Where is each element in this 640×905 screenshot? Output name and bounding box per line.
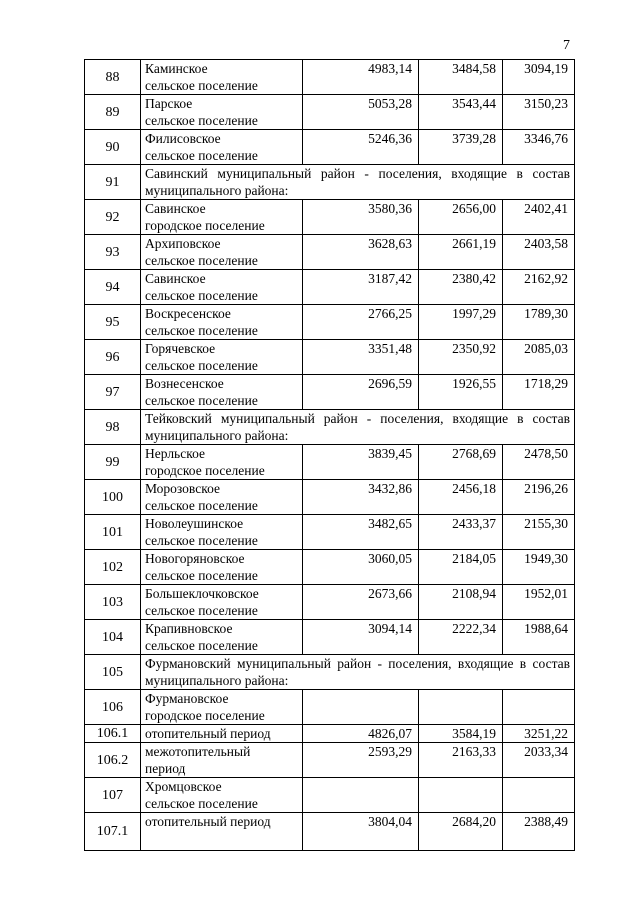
row-number: 89 (85, 95, 141, 130)
settlement-name: Савинское городское поселение (141, 200, 303, 235)
settlement-name: Савинское сельское поселение (141, 270, 303, 305)
settlement-name: Парское сельское поселение (141, 95, 303, 130)
row-number: 92 (85, 200, 141, 235)
table-row (85, 305, 575, 340)
tariff-value-1: 2593,29 (303, 743, 419, 778)
tariff-value-2: 1926,55 (419, 375, 503, 410)
tariff-value-3: 3094,19 (503, 60, 575, 95)
row-number: 104 (85, 620, 141, 655)
tariff-value-1: 3060,05 (303, 550, 419, 585)
tariff-value-1: 3628,63 (303, 235, 419, 270)
row-number: 97 (85, 375, 141, 410)
tariff-value-1: 3804,04 (303, 813, 419, 851)
table-row (85, 270, 575, 305)
tariff-value-3: 2388,49 (503, 813, 575, 851)
tariff-value-2: 3484,58 (419, 60, 503, 95)
tariff-value-2: 2380,42 (419, 270, 503, 305)
row-number: 103 (85, 585, 141, 620)
tariff-value-2 (419, 690, 503, 725)
row-number: 98 (85, 410, 141, 445)
table-row (85, 445, 575, 480)
tariff-value-2: 2184,05 (419, 550, 503, 585)
tariff-value-2: 1997,29 (419, 305, 503, 340)
row-number: 100 (85, 480, 141, 515)
table-row (85, 725, 575, 743)
tariff-value-3: 2403,58 (503, 235, 575, 270)
tariff-value-2 (419, 778, 503, 813)
table-row (85, 813, 575, 851)
tariff-value-2: 2656,00 (419, 200, 503, 235)
table-row (85, 410, 575, 445)
row-number: 107 (85, 778, 141, 813)
row-number: 106.1 (85, 725, 141, 743)
tariff-value-2: 2350,92 (419, 340, 503, 375)
settlement-name: Нерльское городское поселение (141, 445, 303, 480)
table-row (85, 690, 575, 725)
row-number: 93 (85, 235, 141, 270)
district-heading: Тейковский муниципальный район - поселения, входящие в состав муниципального района: (141, 410, 575, 445)
table-row (85, 130, 575, 165)
tariff-value-3: 3251,22 (503, 725, 575, 743)
table-row (85, 655, 575, 690)
page-number: 7 (563, 38, 570, 53)
tariff-value-1: 4826,07 (303, 725, 419, 743)
table-row (85, 515, 575, 550)
settlement-name: Вознесенское сельское поселение (141, 375, 303, 410)
tariff-value-1 (303, 778, 419, 813)
tariff-value-3: 2196,26 (503, 480, 575, 515)
row-number: 106 (85, 690, 141, 725)
tariff-value-3: 3150,23 (503, 95, 575, 130)
settlement-name: Воскресенское сельское поселение (141, 305, 303, 340)
tariff-value-3: 2085,03 (503, 340, 575, 375)
settlement-name: Хромцовское сельское поселение (141, 778, 303, 813)
tariff-value-2: 2433,37 (419, 515, 503, 550)
tariff-value-1: 3187,42 (303, 270, 419, 305)
tariff-value-2: 2163,33 (419, 743, 503, 778)
table-row (85, 480, 575, 515)
table-row (85, 200, 575, 235)
tariff-value-3: 1949,30 (503, 550, 575, 585)
tariff-value-2: 2456,18 (419, 480, 503, 515)
tariff-value-3: 2033,34 (503, 743, 575, 778)
tariff-table (84, 59, 575, 851)
settlement-name: Крапивновское сельское поселение (141, 620, 303, 655)
settlement-name: отопительный период (141, 813, 303, 851)
row-number: 107.1 (85, 813, 141, 851)
settlement-name: Новолеушинское сельское поселение (141, 515, 303, 550)
tariff-value-1: 3094,14 (303, 620, 419, 655)
row-number: 94 (85, 270, 141, 305)
settlement-name: межотопительный период (141, 743, 303, 778)
tariff-value-3: 2162,92 (503, 270, 575, 305)
settlement-name: Архиповское сельское поселение (141, 235, 303, 270)
table-row (85, 778, 575, 813)
tariff-value-3 (503, 690, 575, 725)
table-row (85, 340, 575, 375)
district-heading: Савинский муниципальный район - поселения, входящие в состав муниципального района: (141, 165, 575, 200)
tariff-value-1: 3580,36 (303, 200, 419, 235)
tariff-value-3: 1988,64 (503, 620, 575, 655)
tariff-value-1: 3351,48 (303, 340, 419, 375)
tariff-value-3 (503, 778, 575, 813)
tariff-value-1: 3432,86 (303, 480, 419, 515)
table-row (85, 235, 575, 270)
table-row (85, 743, 575, 778)
tariff-value-3: 2155,30 (503, 515, 575, 550)
settlement-name: отопительный период (141, 725, 303, 743)
row-number: 106.2 (85, 743, 141, 778)
row-number: 99 (85, 445, 141, 480)
settlement-name: Большеклочковское сельское поселение (141, 585, 303, 620)
tariff-value-1: 4983,14 (303, 60, 419, 95)
row-number: 95 (85, 305, 141, 340)
tariff-value-2: 2768,69 (419, 445, 503, 480)
row-number: 101 (85, 515, 141, 550)
tariff-value-1: 5246,36 (303, 130, 419, 165)
table-row (85, 375, 575, 410)
tariff-value-3: 2478,50 (503, 445, 575, 480)
tariff-value-1: 2673,66 (303, 585, 419, 620)
row-number: 91 (85, 165, 141, 200)
row-number: 102 (85, 550, 141, 585)
table-row (85, 60, 575, 95)
settlement-name: Филисовское сельское поселение (141, 130, 303, 165)
row-number: 90 (85, 130, 141, 165)
tariff-value-2: 2661,19 (419, 235, 503, 270)
tariff-value-3: 1789,30 (503, 305, 575, 340)
settlement-name: Горячевское сельское поселение (141, 340, 303, 375)
row-number: 88 (85, 60, 141, 95)
tariff-value-1: 3839,45 (303, 445, 419, 480)
table-row (85, 550, 575, 585)
table-row (85, 620, 575, 655)
settlement-name: Фурмановское городское поселение (141, 690, 303, 725)
tariff-value-2: 3739,28 (419, 130, 503, 165)
row-number: 96 (85, 340, 141, 375)
tariff-value-1: 2696,59 (303, 375, 419, 410)
table-row (85, 165, 575, 200)
tariff-value-3: 3346,76 (503, 130, 575, 165)
tariff-value-3: 1952,01 (503, 585, 575, 620)
tariff-value-2: 2108,94 (419, 585, 503, 620)
settlement-name: Новогоряновское сельское поселение (141, 550, 303, 585)
tariff-value-1: 2766,25 (303, 305, 419, 340)
district-heading: Фурмановский муниципальный район - поселения, входящие в состав муниципального района: (141, 655, 575, 690)
tariff-value-1 (303, 690, 419, 725)
tariff-value-2: 2684,20 (419, 813, 503, 851)
tariff-value-2: 2222,34 (419, 620, 503, 655)
tariff-value-2: 3584,19 (419, 725, 503, 743)
row-number: 105 (85, 655, 141, 690)
tariff-value-2: 3543,44 (419, 95, 503, 130)
table-row (85, 585, 575, 620)
settlement-name: Морозовское сельское поселение (141, 480, 303, 515)
tariff-value-3: 2402,41 (503, 200, 575, 235)
table-row (85, 95, 575, 130)
tariff-value-1: 3482,65 (303, 515, 419, 550)
settlement-name: Каминское сельское поселение (141, 60, 303, 95)
tariff-value-1: 5053,28 (303, 95, 419, 130)
tariff-value-3: 1718,29 (503, 375, 575, 410)
